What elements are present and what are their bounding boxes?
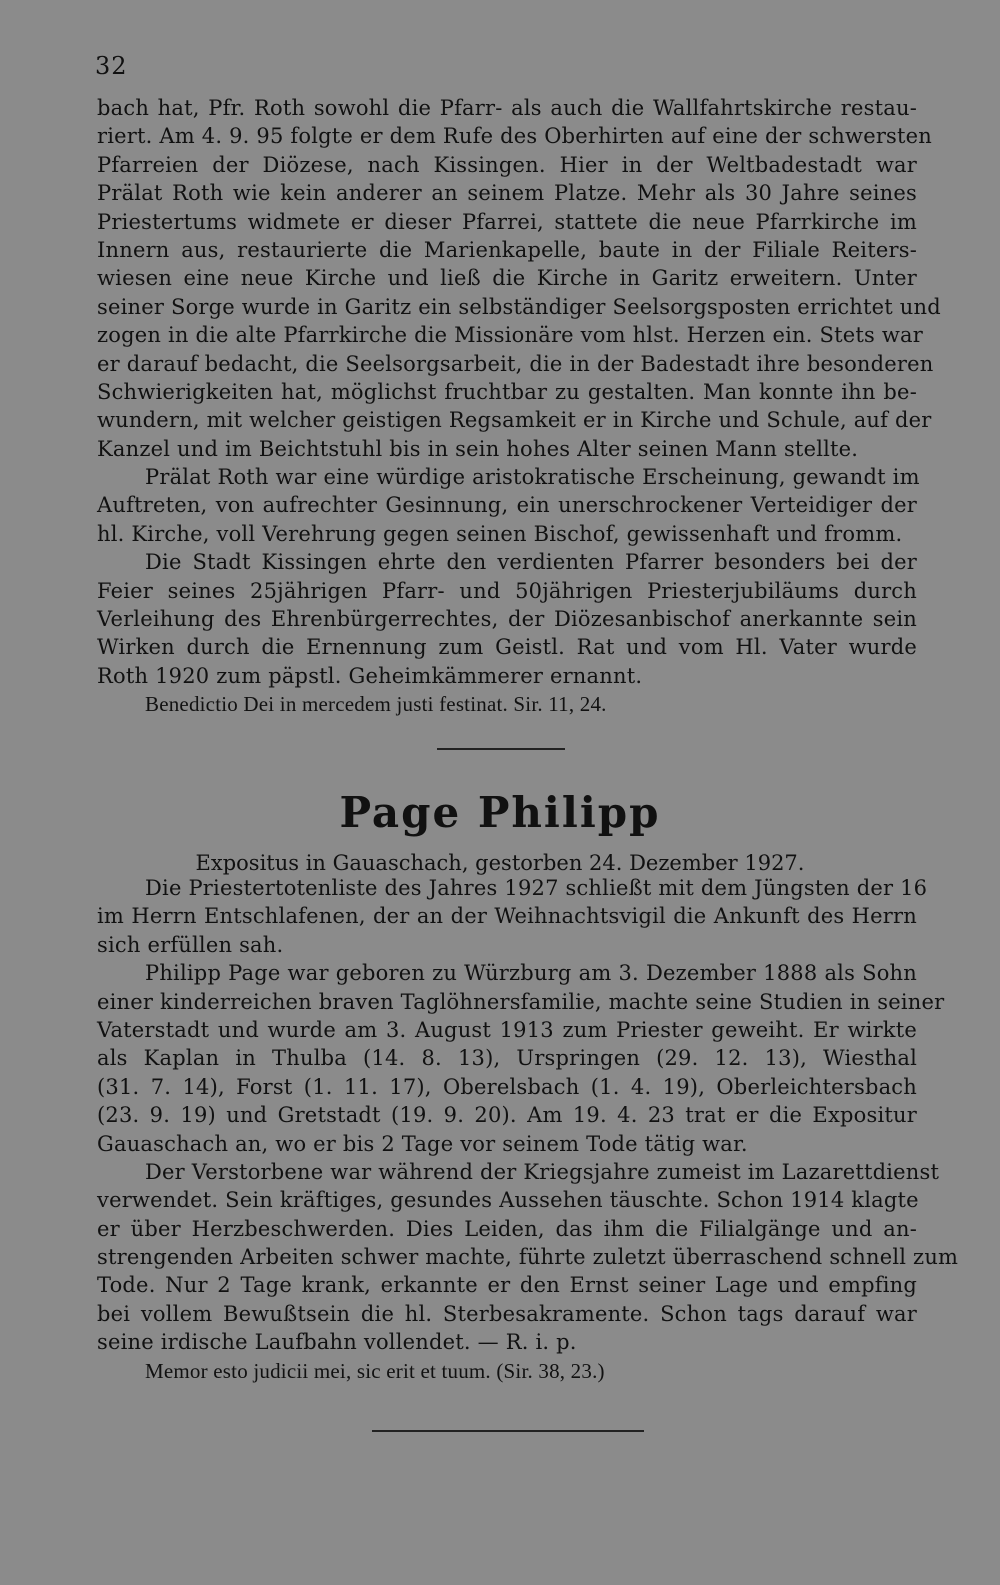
text-line: bei vollem Bewußtsein die hl. Sterbesakramente. Schon tags darauf war [97, 1301, 917, 1326]
text-line: Auftreten, von aufrechter Gesinnung, ein unerschrockener Verteidiger der [97, 493, 917, 518]
text-line: Feier seines 25jährigen Pfarr- und 50jährigen Priesterjubiläums durch [97, 578, 917, 603]
text-line: strengenden Arbeiten schwer machte, führte zuletzt überraschend schnell zum [97, 1245, 959, 1270]
text-line: sich erfüllen sah. [97, 932, 284, 957]
text-line: Benedictio Dei in mercedem justi festinat. Sir. 11, 24. [145, 692, 607, 717]
text-line: Prälat Roth war eine würdige aristokratische Erscheinung, gewandt im [145, 465, 920, 490]
section-divider [437, 748, 565, 750]
text-line: er über Herzbeschwerden. Dies Leiden, das ihm die Filialgänge und an- [97, 1216, 917, 1241]
text-line: wiesen eine neue Kirche und ließ die Kirche in Garitz erweitern. Unter [97, 266, 917, 291]
text-line: Die Priestertotenliste des Jahres 1927 schließt mit dem Jüngsten der 16 [145, 876, 928, 900]
text-line: Schwierigkeiten hat, möglichst fruchtbar zu gestalten. Man konnte ihn be- [97, 379, 917, 404]
text-line: Gauaschach an, wo er bis 2 Tage vor seinem Tode tätig war. [97, 1131, 748, 1156]
text-line: riert. Am 4. 9. 95 folgte er dem Rufe des Oberhirten auf eine der schwersten [97, 124, 933, 149]
text-line: seine irdische Laufbahn vollendet. — R. i. p. [97, 1330, 577, 1355]
text-line: Kanzel und im Beichtstuhl bis in sein hohes Alter seinen Mann stellte. [97, 436, 859, 461]
text-line: einer kinderreichen braven Taglöhnersfamilie, machte seine Studien in seiner [97, 989, 945, 1014]
text-line: verwendet. Sein kräftiges, gesundes Aussehen täuschte. Schon 1914 klagte [97, 1188, 919, 1213]
text-line: Memor esto judicii mei, sic erit et tuum. (Sir. 38, 23.) [145, 1358, 605, 1383]
text-line: Prälat Roth wie kein anderer an seinem Platze. Mehr als 30 Jahre seines [97, 181, 917, 206]
text-line: Philipp Page war geboren zu Würzburg am 3. Dezember 1888 als Sohn [145, 961, 917, 986]
text-line: Verleihung des Ehrenbürgerrechtes, der Diözesanbischof anerkannte sein [97, 607, 917, 632]
text-line: bach hat, Pfr. Roth sowohl die Pfarr- als auch die Wallfahrtskirche restau- [97, 96, 917, 120]
text-line: er darauf bedacht, die Seelsorgsarbeit, die in der Badestadt ihre besonderen [97, 351, 934, 376]
text-line: (23. 9. 19) und Gretstadt (19. 9. 20). Am 19. 4. 23 trat er die Expositur [97, 1103, 917, 1128]
obituary-roth-text [97, 94, 941, 719]
text-line: Innern aus, restaurierte die Marienkapelle, baute in der Filiale Reiters- [97, 237, 917, 262]
text-line: Der Verstorbene war während der Kriegsjahre zumeist im Lazarettdienst [145, 1159, 940, 1184]
text-line: (31. 7. 14), Forst (1. 11. 17), Oberelsbach (1. 4. 19), Oberleichtersbach [97, 1074, 917, 1099]
end-divider [372, 1430, 644, 1432]
text-line: Pfarreien der Diözese, nach Kissingen. Hier in der Weltbadestadt war [97, 152, 917, 177]
text-line: Roth 1920 zum päpstl. Geheimkämmerer ernannt. [97, 663, 643, 688]
text-line: Die Stadt Kissingen ehrte den verdienten Pfarrer besonders bei der [145, 550, 917, 575]
text-line: Wirken durch die Ernennung zum Geistl. Rat und vom Hl. Vater wurde [97, 635, 917, 660]
text-line: Vaterstadt und wurde am 3. August 1913 zum Priester geweiht. Er wirkte [97, 1017, 917, 1042]
text-line: hl. Kirche, voll Verehrung gegen seinen Bischof, gewissenhaft und fromm. [97, 521, 903, 546]
text-line: Priestertums widmete er dieser Pfarrei, stattete die neue Pfarrkirche im [97, 209, 917, 234]
obituary-title: Page Philipp [339, 788, 661, 837]
text-line: zogen in die alte Pfarrkirche die Missionäre vom hlst. Herzen ein. Stets war [97, 323, 923, 348]
text-line: wundern, mit welcher geistigen Regsamkeit er in Kirche und Schule, auf der [97, 408, 932, 433]
text-line: seiner Sorge wurde in Garitz ein selbständiger Seelsorgsposten errichtet und [97, 294, 941, 319]
obituary-subtitle: Expositus in Gauaschach, gestorben 24. Dezember 1927. [195, 851, 805, 875]
text-line: als Kaplan in Thulba (14. 8. 13), Urspringen (29. 12. 13), Wiesthal [97, 1046, 917, 1071]
page-number: 32 [95, 52, 128, 80]
text-line: im Herrn Entschlafenen, der an der Weihnachtsvigil die Ankunft des Herrn [97, 904, 917, 929]
text-line: Tode. Nur 2 Tage krank, erkannte er den Ernst seiner Lage und empfing [97, 1273, 917, 1298]
obituary-page-text [97, 874, 959, 1385]
